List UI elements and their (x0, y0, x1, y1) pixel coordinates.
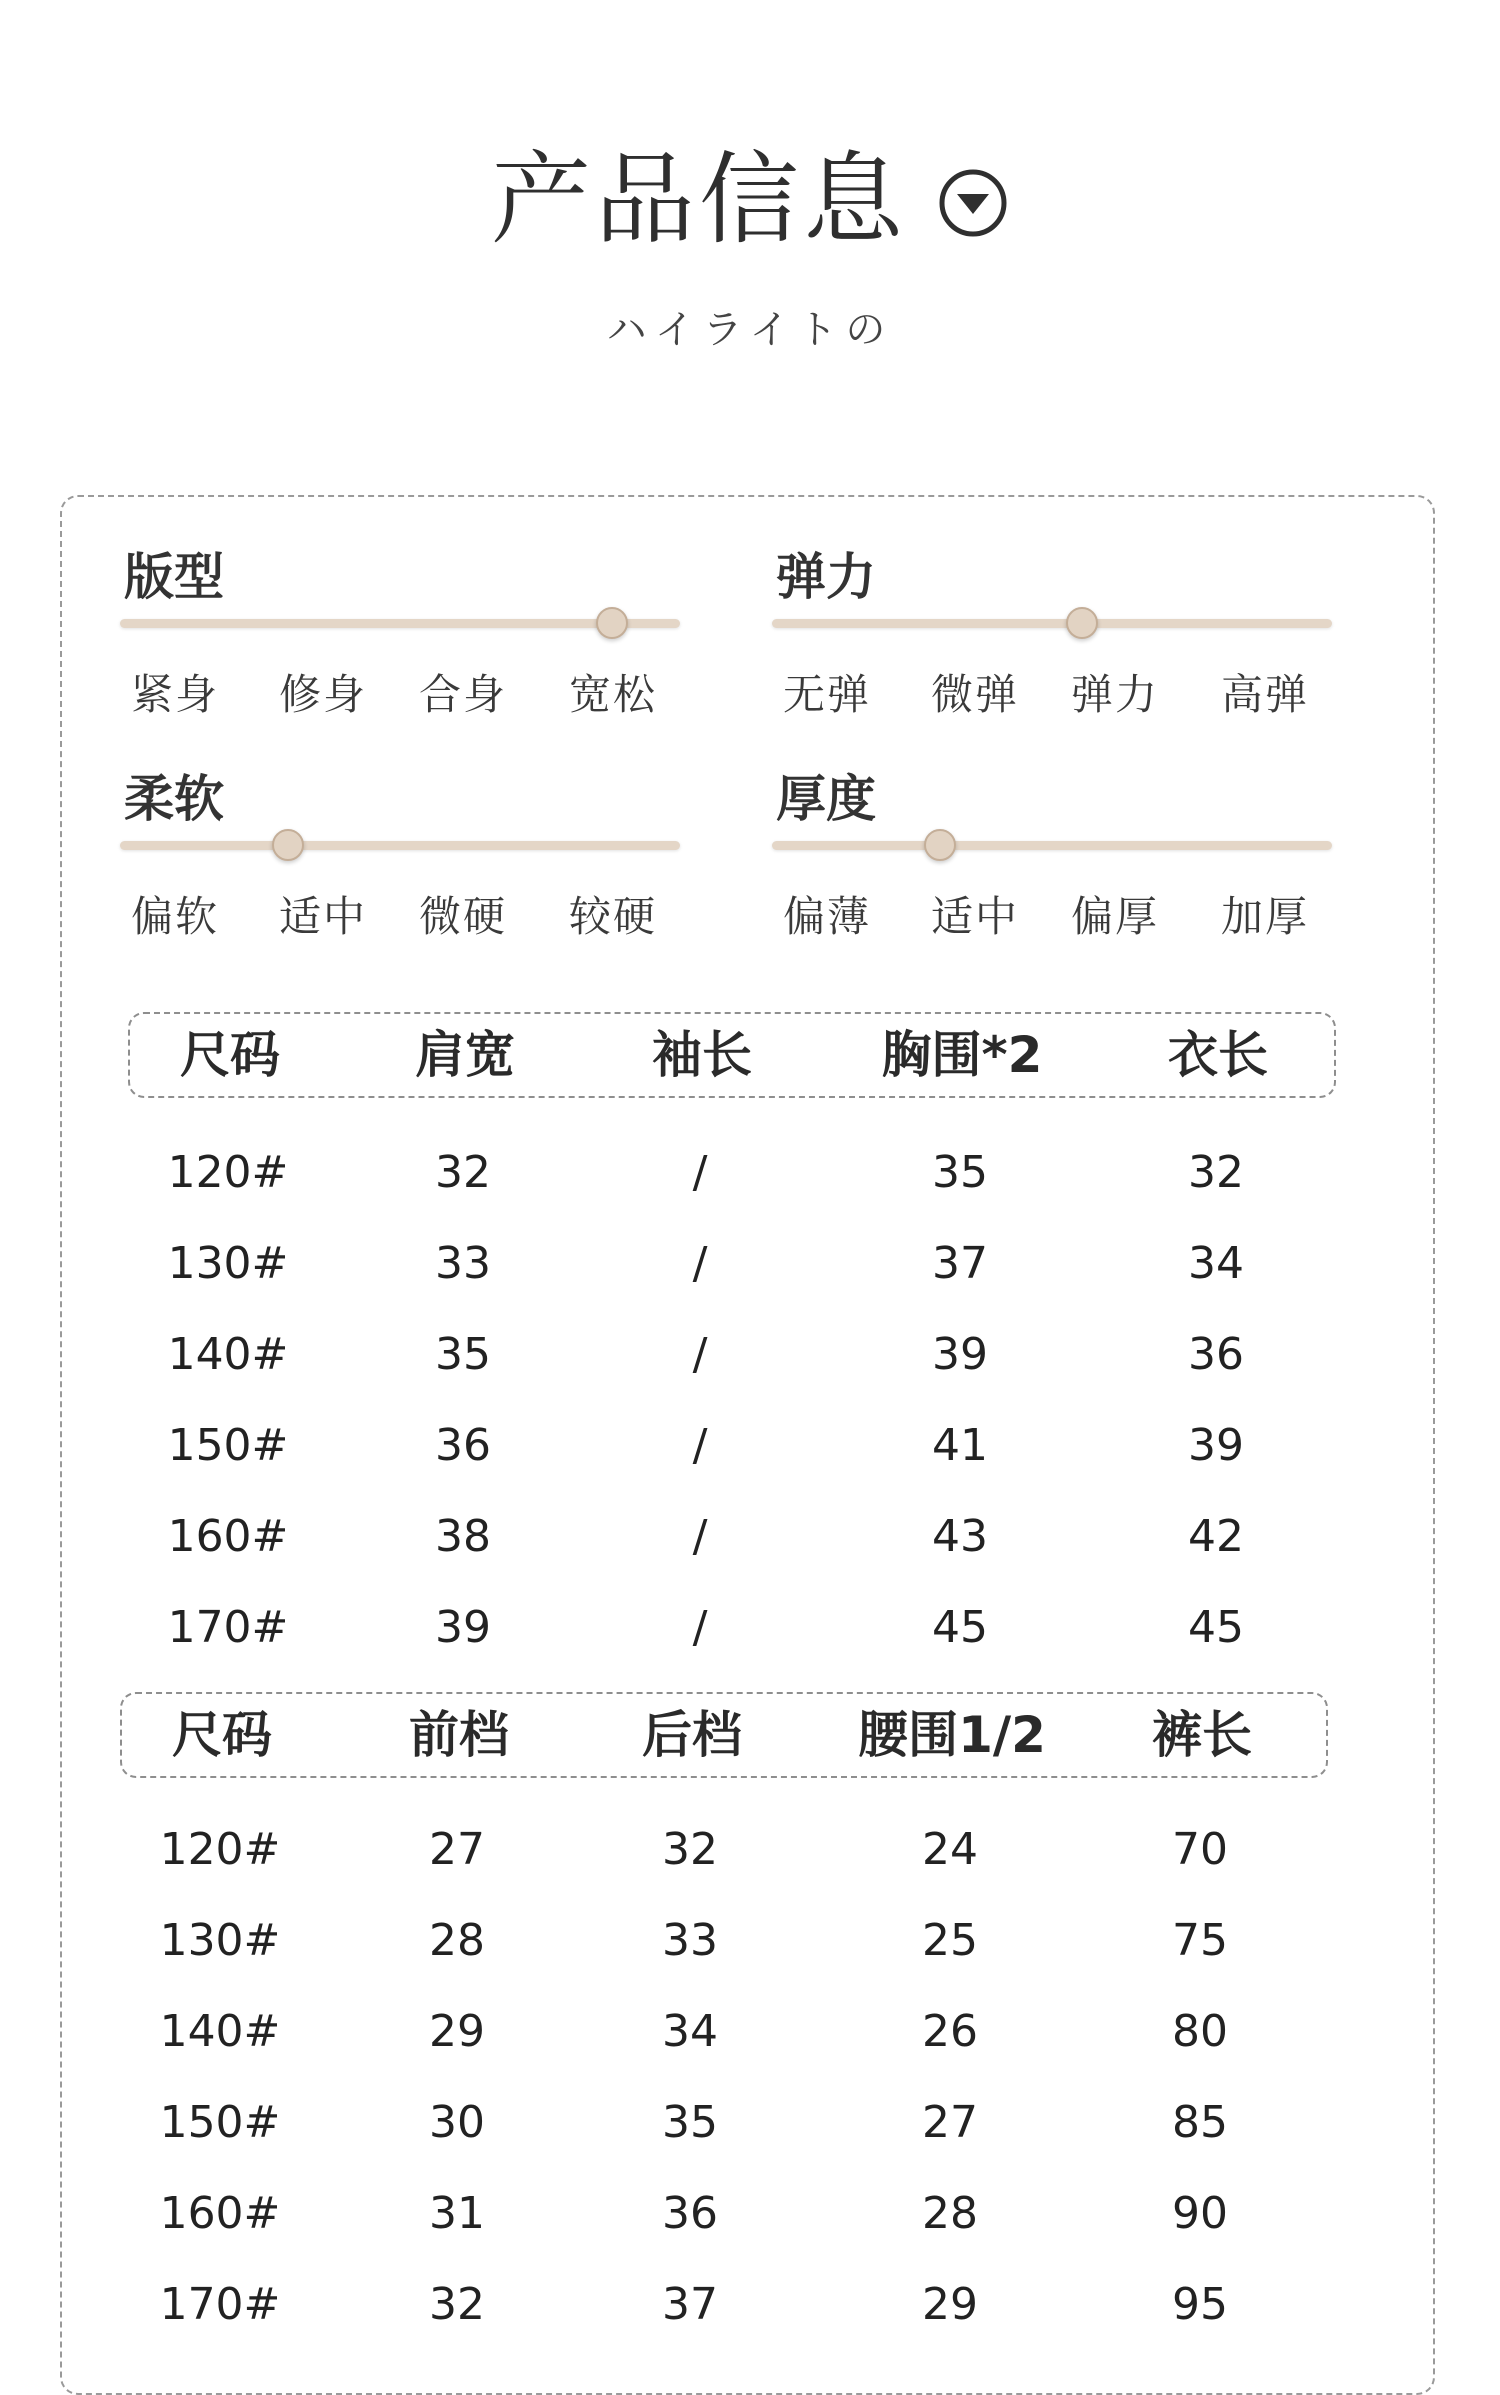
table-cell: 75 (1172, 1915, 1228, 1966)
attribute-option: 修身 (278, 670, 368, 719)
attribute-options (772, 884, 1332, 944)
attribute-option: 偏软 (130, 892, 220, 941)
table-cell: 25 (922, 1915, 978, 1966)
attribute-option: 无弹 (782, 670, 872, 719)
table-cell: 31 (429, 2188, 485, 2239)
table-row (128, 1511, 1336, 1602)
column-header: 前档 (409, 1706, 509, 1764)
table-cell: 38 (435, 1511, 491, 1562)
attribute-slider-track (772, 841, 1332, 850)
table-cell: 28 (922, 2188, 978, 2239)
table-cell: 34 (1188, 1238, 1244, 1289)
attribute-options (772, 662, 1332, 722)
table-cell: 34 (662, 2006, 718, 2057)
table-cell: 26 (922, 2006, 978, 2057)
table-row (120, 2097, 1328, 2188)
attribute-slider-knob (924, 829, 956, 861)
table-cell: / (692, 1511, 708, 1562)
table-cell: 120# (167, 1147, 289, 1198)
attribute-option: 微硬 (418, 892, 508, 941)
attribute-option: 适中 (930, 892, 1020, 941)
attribute-option: 合身 (418, 670, 508, 719)
attribute-name: 柔软 (124, 770, 224, 828)
table-cell: 36 (435, 1420, 491, 1471)
table-cell: 45 (932, 1602, 988, 1653)
attribute-option: 较硬 (568, 892, 658, 941)
table-row (128, 1420, 1336, 1511)
table-cell: 24 (922, 1824, 978, 1875)
attribute-slider-track (120, 619, 680, 628)
top-size-table-header (128, 1012, 1336, 1098)
attribute-slider-track (772, 619, 1332, 628)
table-cell: 43 (932, 1511, 988, 1562)
attribute-name: 版型 (124, 548, 224, 606)
table-cell: 120# (159, 1824, 281, 1875)
table-cell: 33 (435, 1238, 491, 1289)
table-cell: 39 (435, 1602, 491, 1653)
table-row (120, 1915, 1328, 2006)
attribute-slider-knob (596, 607, 628, 639)
table-cell: / (692, 1602, 708, 1653)
column-header: 后档 (642, 1706, 742, 1764)
attribute-slider-track (120, 841, 680, 850)
table-cell: 32 (662, 1824, 718, 1875)
table-cell: 27 (429, 1824, 485, 1875)
table-cell: 140# (159, 2006, 281, 2057)
attribute-option: 偏厚 (1070, 892, 1160, 941)
table-cell: / (692, 1147, 708, 1198)
attribute-option: 加厚 (1220, 892, 1310, 941)
table-cell: 37 (932, 1238, 988, 1289)
table-row (120, 2188, 1328, 2279)
column-header: 肩宽 (415, 1026, 515, 1084)
table-cell: 160# (167, 1511, 289, 1562)
table-cell: 80 (1172, 2006, 1228, 2057)
table-row (120, 2006, 1328, 2097)
table-cell: 39 (932, 1329, 988, 1380)
table-cell: 170# (159, 2279, 281, 2330)
chevron-down-circle-icon (937, 167, 1009, 239)
table-cell: 45 (1188, 1602, 1244, 1653)
attribute-option: 弹力 (1070, 670, 1160, 719)
table-row (128, 1147, 1336, 1238)
table-cell: 28 (429, 1915, 485, 1966)
product-info-card (60, 495, 1435, 2395)
table-cell: 70 (1172, 1824, 1228, 1875)
page-subtitle: ハイライトの (606, 307, 894, 353)
table-cell: 32 (429, 2279, 485, 2330)
attribute-option: 紧身 (130, 670, 220, 719)
table-cell: 95 (1172, 2279, 1228, 2330)
table-cell: 130# (159, 1915, 281, 1966)
table-cell: 39 (1188, 1420, 1244, 1471)
attribute-name: 弹力 (776, 548, 876, 606)
column-header: 尺码 (180, 1026, 280, 1084)
table-cell: 36 (1188, 1329, 1244, 1380)
table-cell: / (692, 1420, 708, 1471)
table-cell: 90 (1172, 2188, 1228, 2239)
table-cell: 32 (435, 1147, 491, 1198)
column-header: 衣长 (1168, 1026, 1268, 1084)
table-cell: 85 (1172, 2097, 1228, 2148)
table-cell: / (692, 1329, 708, 1380)
title-row (0, 141, 1500, 258)
table-row (128, 1602, 1336, 1693)
table-cell: 27 (922, 2097, 978, 2148)
top-size-table-body (128, 1147, 1336, 1693)
column-header: 袖长 (652, 1026, 752, 1084)
column-header: 尺码 (172, 1706, 272, 1764)
attribute-options (120, 662, 680, 722)
table-cell: 160# (159, 2188, 281, 2239)
table-cell: 32 (1188, 1147, 1244, 1198)
table-cell: 150# (159, 2097, 281, 2148)
table-cell: 35 (435, 1329, 491, 1380)
table-cell: 29 (429, 2006, 485, 2057)
attribute-slider-knob (272, 829, 304, 861)
attribute-option: 宽松 (568, 670, 658, 719)
table-row (120, 2279, 1328, 2370)
table-cell: 37 (662, 2279, 718, 2330)
table-cell: 29 (922, 2279, 978, 2330)
attribute-option: 高弹 (1220, 670, 1310, 719)
pants-size-table-header (120, 1692, 1328, 1778)
table-cell: 140# (167, 1329, 289, 1380)
table-cell: 30 (429, 2097, 485, 2148)
table-cell: 130# (167, 1238, 289, 1289)
table-cell: 170# (167, 1602, 289, 1653)
table-cell: 41 (932, 1420, 988, 1471)
table-cell: / (692, 1238, 708, 1289)
table-cell: 35 (932, 1147, 988, 1198)
column-header: 裤长 (1152, 1706, 1252, 1764)
table-row (128, 1238, 1336, 1329)
table-row (120, 1824, 1328, 1915)
attribute-option: 偏薄 (782, 892, 872, 941)
table-cell: 150# (167, 1420, 289, 1471)
attribute-options (120, 884, 680, 944)
column-header: 腰围1/2 (858, 1706, 1046, 1764)
attribute-option: 适中 (278, 892, 368, 941)
table-cell: 42 (1188, 1511, 1244, 1562)
pants-size-table-body (120, 1824, 1328, 2370)
table-cell: 33 (662, 1915, 718, 1966)
table-cell: 35 (662, 2097, 718, 2148)
table-cell: 36 (662, 2188, 718, 2239)
attribute-slider-knob (1066, 607, 1098, 639)
page-title: 产品信息 (491, 141, 907, 258)
table-row (128, 1329, 1336, 1420)
column-header: 胸围*2 (881, 1026, 1043, 1084)
attribute-name: 厚度 (776, 770, 876, 828)
attribute-option: 微弹 (930, 670, 1020, 719)
